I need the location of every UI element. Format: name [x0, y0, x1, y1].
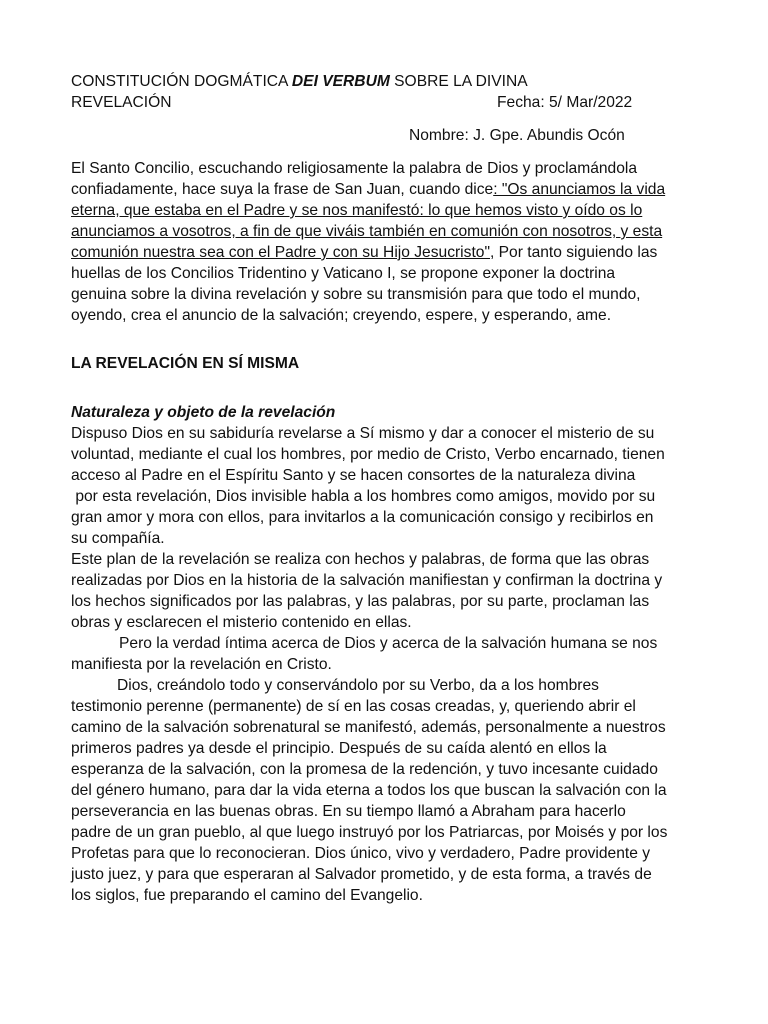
body-line: realizadas por Dios en la historia de la salvación manifiestan y confirman la doctrina y: [71, 572, 663, 589]
body-line: perseverancia en las buenas obras. En su tiempo llamó a Abraham para hacerlo: [71, 803, 626, 820]
intro-text: , Por tanto siguiendo las: [489, 244, 658, 261]
body-line: gran amor y mora con ellos, para invitarlos a la comunicación consigo y recibirlos en: [71, 509, 654, 526]
intro-paragraph: [71, 158, 711, 326]
document-title-line-1: [71, 71, 711, 92]
section-subheading: Naturaleza y objeto de la revelación: [71, 404, 336, 421]
body-line: del género humano, para dar la vida eterna a todos los que buscan la salvación con la: [71, 782, 667, 799]
section-heading: LA REVELACIÓN EN SÍ MISMA: [71, 355, 300, 372]
body-line: Pero la verdad íntima acerca de Dios y acerca de la salvación humana se nos: [119, 635, 658, 652]
body-line: manifiesta por la revelación en Cristo.: [71, 656, 332, 673]
body-line: padre de un gran pueblo, al que luego instruyó por los Patriarcas, por Moisés y por los: [71, 824, 668, 841]
document-date: Fecha: 5/ Mar/2022: [497, 94, 633, 111]
body-line: testimonio perenne (permanente) de sí en las cosas creadas, y, queriendo abrir el: [71, 698, 636, 715]
document-page: [71, 71, 711, 906]
body-line: su compañía.: [71, 530, 165, 547]
body-line: acceso al Padre en el Espíritu Santo y se hacen consortes de la naturaleza divina: [71, 467, 636, 484]
body-line: primeros padres ya desde el principio. Después de su caída alentó en ellos la: [71, 740, 607, 757]
body-line: Este plan de la revelación se realiza con hechos y palabras, de forma que las obras: [71, 551, 650, 568]
intro-text: confiadamente, hace suya la frase de San Juan, cuando dice: [71, 181, 494, 198]
body-text: [71, 423, 711, 906]
title-text-second-line: REVELACIÓN: [71, 94, 172, 111]
body-line: los hechos significados por las palabras, y las palabras, por su parte, proclaman las: [71, 593, 650, 610]
body-line: Profetas para que lo reconocieran. Dios único, vivo y verdadero, Padre providente y: [71, 845, 651, 862]
title-text-start: CONSTITUCIÓN DOGMÁTICA: [71, 73, 292, 90]
intro-line: [71, 200, 711, 221]
intro-line: oyendo, crea el anuncio de la salvación; creyendo, espere, y esperando, ame.: [71, 307, 612, 324]
body-line: justo juez, y para que esperaran al Salvador prometido, y de esta forma, a través de: [71, 866, 652, 883]
quoted-scripture: anunciamos a vosotros, a fin de que viváis también en comunión con nosotros, y esta: [71, 223, 663, 240]
body-line: esperanza de la salvación, con la promesa de la redención, y tuvo incesante cuidado: [71, 761, 658, 778]
intro-line: [71, 179, 711, 200]
title-emphasis: DEI VERBUM: [291, 73, 390, 90]
body-line: obras y esclarecen el misterio contenido en ellas.: [71, 614, 412, 631]
intro-line: huellas de los Concilios Tridentino y Vaticano I, se propone exponer la doctrina: [71, 265, 616, 282]
intro-line: [71, 242, 711, 263]
body-line: camino de la salvación sobrenatural se manifestó, además, personalmente a nuestros: [71, 719, 666, 736]
quoted-scripture: : "Os anunciamos la vida: [493, 181, 666, 198]
quoted-scripture: comunión nuestra sea con el Padre y con su Hijo Jesucristo": [71, 244, 490, 261]
author-name: Nombre: J. Gpe. Abundis Ocón: [409, 127, 625, 144]
body-line: Dispuso Dios en su sabiduría revelarse a Sí mismo y dar a conocer el misterio de su: [71, 425, 655, 442]
quoted-scripture: eterna, que estaba en el Padre y se nos manifestó: lo que hemos visto y oído os lo: [71, 202, 643, 219]
body-line: por esta revelación, Dios invisible habla a los hombres como amigos, movido por su: [71, 488, 656, 505]
intro-line: El Santo Concilio, escuchando religiosamente la palabra de Dios y proclamándola: [71, 160, 638, 177]
intro-line: [71, 221, 711, 242]
body-line: Dios, creándolo todo y conservándolo por su Verbo, da a los hombres: [117, 677, 599, 694]
intro-line: genuina sobre la divina revelación y sobre su transmisión para que todo el mundo,: [71, 286, 641, 303]
document-title-line-2: [71, 92, 711, 113]
body-line: los siglos, fue preparando el camino del Evangelio.: [71, 887, 423, 904]
body-line: voluntad, mediante el cual los hombres, por medio de Cristo, Verbo encarnado, tienen: [71, 446, 665, 463]
title-text-end: SOBRE LA DIVINA: [389, 73, 528, 90]
